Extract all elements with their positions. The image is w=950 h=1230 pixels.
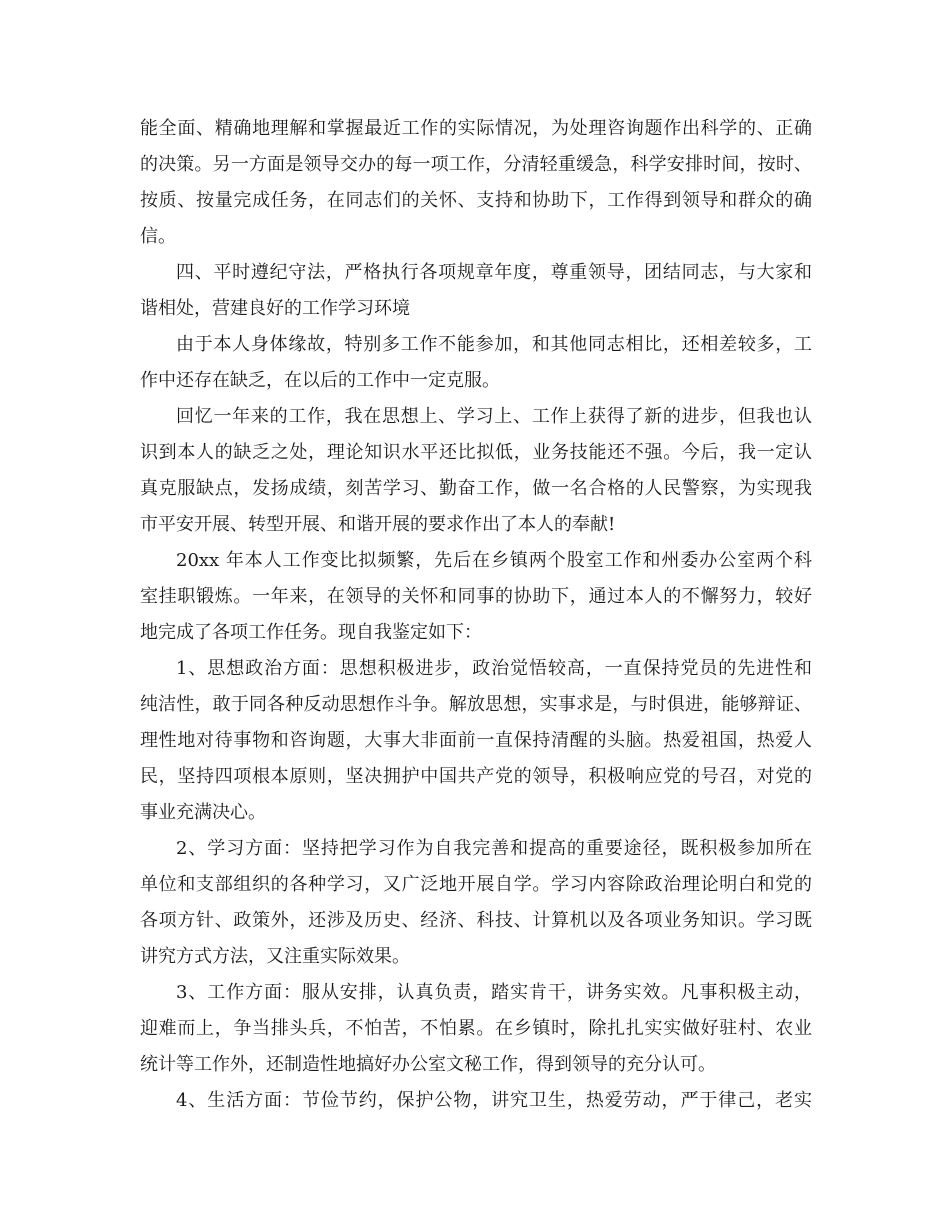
paragraph-first-line: 4、生活方面：节俭节约，保护公物，讲究卫生，热爱劳动，严于律己，老实 [176,1090,812,1111]
text-line: 迎难而上，争当排头兵，不怕苦，不怕累。在乡镇时，除扎扎实实做好驻村、农业 [140,1018,812,1039]
text-line: 能全面、精确地理解和掌握最近工作的实际情况，为处理咨询题作出科学的、正确 [140,118,812,139]
text-line: 真克服缺点，发扬成绩，刻苦学习、勤奋工作，做一名合格的人民警察，为实现我 [140,478,812,499]
text-line: 地完成了各项工作任务。现自我鉴定如下： [140,622,482,643]
text-line: 理性地对待事物和咨询题，大事大非面前一直保持清醒的头脑。热爱祖国，热爱人 [140,730,812,751]
text-line: 民，坚持四项根本原则，坚决拥护中国共产党的领导，积极响应党的号召，对党的 [140,766,812,787]
text-line: 统计等工作外，还制造性地搞好办公室文秘工作，得到领导的充分认可。 [140,1054,716,1075]
text-line: 单位和支部组织的各种学习，又广泛地开展自学。学习内容除政治理论明白和党的 [140,874,812,895]
text-line: 按质、按量完成任务，在同志们的关怀、支持和协助下，工作得到领导和群众的确 [140,190,812,211]
text-line: 各项方针、政策外，还涉及历史、经济、科技、计算机以及各项业务知识。学习既 [140,910,812,931]
text-line: 室挂职锻炼。一年来，在领导的关怀和同事的协助下，通过本人的不懈努力，较好 [140,586,812,607]
text-line: 纯洁性，敢于同各种反动思想作斗争。解放思想，实事求是，与时俱进，能够辩证、 [140,694,812,715]
text-line: 识到本人的缺乏之处，理论知识水平还比拟低，业务技能还不强。今后，我一定认 [140,442,812,463]
paragraph-first-line: 3、工作方面：服从安排，认真负责，踏实肯干，讲务实效。凡事积极主动， [176,982,812,1003]
text-line: 讲究方式方法，又注重实际效果。 [140,946,410,967]
text-line: 的决策。另一方面是领导交办的每一项工作，分清轻重缓急，科学安排时间，按时、 [140,154,812,175]
paragraph-first-line: 2、学习方面：坚持把学习作为自我完善和提高的重要途径，既积极参加所在 [176,838,812,859]
text-line: 谐相处，营建良好的工作学习环境 [140,298,410,319]
text-line: 信。 [140,226,176,247]
text-line: 作中还存在缺乏，在以后的工作中一定克服。 [140,370,500,391]
document-body [140,111,812,1119]
paragraph-first-line: 四、平时遵纪守法，严格执行各项规章年度，尊重领导，团结同志，与大家和 [176,262,812,283]
paragraph-first-line: 回忆一年来的工作，我在思想上、学习上、工作上获得了新的进步，但我也认 [176,406,812,427]
paragraph-first-line: 1、思想政治方面：思想积极进步，政治觉悟较高，一直保持党员的先进性和 [176,658,812,679]
paragraph-first-line: 20xx 年本人工作变比拟频繁，先后在乡镇两个股室工作和州委办公室两个科 [176,550,812,571]
paragraph-first-line: 由于本人身体缘故，特别多工作不能参加，和其他同志相比，还相差较多，工 [176,334,812,355]
text-line: 事业充满决心。 [140,802,266,823]
text-line: 市平安开展、转型开展、和谐开展的要求作出了本人的奉献! [140,514,616,535]
